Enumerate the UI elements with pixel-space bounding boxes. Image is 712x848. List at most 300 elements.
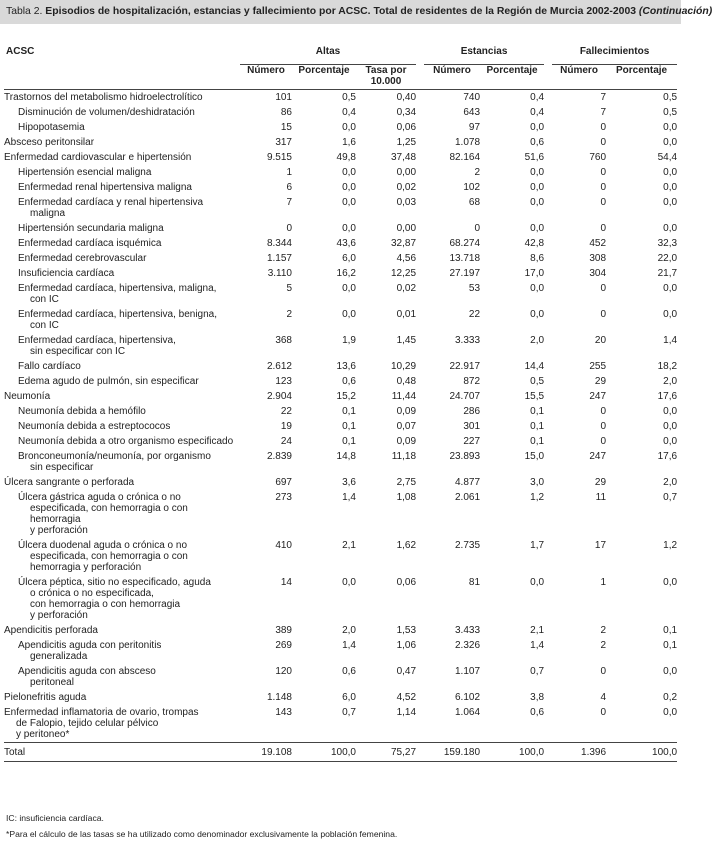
cell-fallecimientos-numero: 0 <box>600 223 607 234</box>
cell-estancias-numero: 1.078 <box>455 137 481 148</box>
row-label-line: Absceso peritonsilar <box>4 137 95 148</box>
cell-fallecimientos-porcentaje: 2,0 <box>663 477 678 488</box>
table-row <box>4 221 677 236</box>
cell-fallecimientos-porcentaje: 0,0 <box>663 309 678 320</box>
cell-fallecimientos-numero: 255 <box>589 361 607 372</box>
title-bar <box>0 0 712 24</box>
footnote-asterisk: *Para el cálculo de las tasas se ha utilizado como denominador exclusivamente la población femenina. <box>6 829 398 839</box>
cell-fallecimientos-numero: 4 <box>600 692 607 703</box>
cell-estancias-numero: 6.102 <box>455 692 481 703</box>
row-label-continuation: o crónica o no especificada, <box>30 588 154 599</box>
cell-fallecimientos-numero: 308 <box>589 253 607 264</box>
cell-fallecimientos-porcentaje: 100,0 <box>606 743 677 762</box>
table-row <box>4 307 677 333</box>
cell-fallecimientos-porcentaje: 0,0 <box>663 197 678 208</box>
row-label <box>4 266 240 281</box>
row-label <box>4 333 240 359</box>
row-label-line: Neumonía <box>4 391 51 402</box>
table-row <box>4 236 677 251</box>
cell-fallecimientos-numero: 0 <box>600 283 607 294</box>
row-label-continuation: maligna <box>30 208 66 219</box>
row-label <box>4 623 240 638</box>
cell-altas-numero: 120 <box>275 666 292 677</box>
row-label <box>4 281 240 307</box>
cell-estancias-numero: 286 <box>463 406 481 417</box>
row-label <box>4 236 240 251</box>
table-title-note: (Continuación) <box>638 6 712 17</box>
row-label-continuation: generalizada <box>30 651 88 662</box>
cell-altas-numero: 143 <box>275 707 292 718</box>
row-label-continuation: con IC <box>30 320 59 331</box>
cell-estancias-porcentaje: 0,5 <box>530 376 545 387</box>
table-row <box>4 705 677 743</box>
cell-altas-porcentaje: 13,6 <box>336 361 356 372</box>
cell-fallecimientos-porcentaje: 0,0 <box>663 167 678 178</box>
row-label-line: Enfermedad cardíaca isquémica <box>18 238 162 249</box>
cell-altas-porcentaje: 0,1 <box>342 436 356 447</box>
row-label-line: Úlcera sangrante o perforada <box>4 477 135 488</box>
cell-altas-porcentaje: 0,7 <box>342 707 356 718</box>
cell-altas-numero: 15 <box>280 122 292 133</box>
cell-fallecimientos-numero: 452 <box>589 238 607 249</box>
cell-altas-tasa: 32,87 <box>391 238 417 249</box>
cell-fallecimientos-porcentaje: 21,7 <box>657 268 678 279</box>
cell-fallecimientos-numero: 0 <box>600 406 607 417</box>
cell-fallecimientos-numero: 0 <box>600 197 607 208</box>
row-label <box>4 538 240 575</box>
table-row <box>4 105 677 120</box>
cell-estancias-numero: 24.707 <box>449 391 481 402</box>
cell-fallecimientos-numero: 1.396 <box>552 743 606 762</box>
table-row <box>4 180 677 195</box>
cell-fallecimientos-porcentaje: 54,4 <box>657 152 678 163</box>
cell-fallecimientos-porcentaje: 0,0 <box>663 182 678 193</box>
cell-altas-tasa: 1,06 <box>396 640 417 651</box>
cell-altas-tasa: 1,08 <box>396 492 417 503</box>
row-label-line: Pielonefritis aguda <box>4 692 87 703</box>
cell-altas-numero: 123 <box>275 376 292 387</box>
cell-estancias-numero: 3.333 <box>455 335 481 346</box>
cell-estancias-porcentaje: 1,2 <box>530 492 545 503</box>
cell-altas-porcentaje: 100,0 <box>292 743 356 762</box>
cell-estancias-numero: 1.064 <box>455 707 481 718</box>
cell-altas-tasa: 0,03 <box>396 197 417 208</box>
cell-fallecimientos-porcentaje: 0,0 <box>663 436 678 447</box>
cell-altas-numero: 8.344 <box>266 238 292 249</box>
cell-altas-numero: 9.515 <box>266 152 292 163</box>
row-label <box>4 419 240 434</box>
cell-estancias-numero: 23.893 <box>449 451 481 462</box>
cell-estancias-numero: 22 <box>468 309 481 320</box>
cell-altas-tasa: 0,01 <box>396 309 417 320</box>
row-label <box>4 120 240 135</box>
cell-altas-tasa: 0,02 <box>396 283 417 294</box>
row-label-continuation: especificada, con hemorragia o con <box>30 551 188 562</box>
cell-estancias-numero: 301 <box>463 421 481 432</box>
cell-estancias-numero: 2.326 <box>455 640 481 651</box>
row-label-continuation: de Falopio, tejido celular pélvico <box>16 718 159 729</box>
cell-altas-tasa: 0,40 <box>396 92 417 103</box>
cell-estancias-numero: 97 <box>468 122 481 133</box>
cell-fallecimientos-porcentaje: 0,0 <box>663 283 678 294</box>
cell-fallecimientos-numero: 0 <box>600 182 607 193</box>
cell-fallecimientos-porcentaje: 0,1 <box>663 625 678 636</box>
cell-estancias-porcentaje: 0,0 <box>530 122 545 133</box>
row-label-continuation: y perforación <box>30 525 88 536</box>
header-altas: Altas <box>240 46 416 65</box>
cell-altas-numero: 14 <box>280 577 292 588</box>
row-label-line: Bronconeumonía/neumonía, por organismo <box>18 451 211 462</box>
cell-fallecimientos-numero: 247 <box>589 451 607 462</box>
row-label <box>4 221 240 236</box>
cell-estancias-porcentaje: 42,8 <box>524 238 545 249</box>
cell-altas-tasa: 37,48 <box>391 152 417 163</box>
cell-fallecimientos-numero: 7 <box>600 92 607 103</box>
cell-estancias-numero: 22.917 <box>449 361 481 372</box>
cell-fallecimientos-porcentaje: 0,7 <box>663 492 678 503</box>
table-row <box>4 359 677 374</box>
row-label <box>4 690 240 705</box>
cell-fallecimientos-porcentaje: 0,0 <box>663 421 678 432</box>
row-label <box>4 359 240 374</box>
table-row <box>4 165 677 180</box>
cell-altas-porcentaje: 6,0 <box>342 692 356 703</box>
cell-fallecimientos-numero: 1 <box>600 577 607 588</box>
row-label <box>4 150 240 165</box>
cell-fallecimientos-numero: 29 <box>594 477 607 488</box>
cell-altas-numero: 1 <box>286 167 292 178</box>
cell-estancias-porcentaje: 15,0 <box>524 451 545 462</box>
row-label <box>4 90 240 106</box>
cell-estancias-porcentaje: 14,4 <box>524 361 545 372</box>
cell-fallecimientos-porcentaje: 32,3 <box>657 238 678 249</box>
row-label-line: Úlcera gástrica aguda o crónica o no <box>18 492 181 503</box>
cell-altas-porcentaje: 49,8 <box>336 152 356 163</box>
row-label <box>4 195 240 221</box>
table-row <box>4 490 677 538</box>
cell-altas-porcentaje: 0,0 <box>342 309 356 320</box>
cell-altas-tasa: 1,25 <box>396 137 417 148</box>
table-row <box>4 135 677 150</box>
cell-altas-tasa: 4,52 <box>396 692 417 703</box>
row-label-line: Disminución de volumen/deshidratación <box>18 107 195 118</box>
cell-altas-numero: 2.904 <box>266 391 292 402</box>
cell-fallecimientos-numero: 0 <box>600 707 607 718</box>
cell-altas-porcentaje: 3,6 <box>342 477 356 488</box>
cell-altas-porcentaje: 1,9 <box>342 335 356 346</box>
cell-fallecimientos-numero: 7 <box>600 107 607 118</box>
row-label-line: Enfermedad cardiovascular e hipertensión <box>4 152 192 163</box>
cell-fallecimientos-numero: 20 <box>594 335 607 346</box>
header-acsc: ACSC <box>6 46 35 57</box>
table-row <box>4 150 677 165</box>
cell-estancias-porcentaje: 17,0 <box>524 268 545 279</box>
row-label-continuation: con hemorragia o con hemorragia <box>30 599 181 610</box>
cell-estancias-numero: 643 <box>463 107 481 118</box>
cell-fallecimientos-numero: 0 <box>600 436 607 447</box>
cell-estancias-porcentaje: 0,1 <box>530 406 545 417</box>
cell-fallecimientos-numero: 304 <box>589 268 607 279</box>
cell-altas-numero: 1.148 <box>266 692 292 703</box>
cell-altas-tasa: 1,62 <box>396 540 417 551</box>
data-table <box>4 46 677 762</box>
cell-fallecimientos-porcentaje: 1,4 <box>663 335 678 346</box>
cell-altas-tasa: 0,09 <box>396 406 417 417</box>
cell-estancias-porcentaje: 0,6 <box>530 137 545 148</box>
table-row <box>4 251 677 266</box>
total-row <box>4 743 677 762</box>
cell-estancias-porcentaje: 0,0 <box>530 223 545 234</box>
table-row <box>4 195 677 221</box>
cell-fallecimientos-numero: 0 <box>600 137 607 148</box>
row-label-line: Neumonía debida a hemófilo <box>18 406 146 417</box>
cell-estancias-numero: 1.107 <box>455 666 481 677</box>
cell-estancias-porcentaje: 2,0 <box>530 335 545 346</box>
row-label <box>4 404 240 419</box>
cell-fallecimientos-numero: 17 <box>594 540 607 551</box>
cell-altas-numero: 6 <box>286 182 292 193</box>
cell-altas-porcentaje: 1,4 <box>342 492 356 503</box>
header-altas-porcentaje: Porcentaje <box>292 65 356 90</box>
cell-estancias-porcentaje: 2,1 <box>530 625 545 636</box>
cell-altas-porcentaje: 0,4 <box>342 107 356 118</box>
row-label-line: Fallo cardíaco <box>18 361 81 372</box>
table-row <box>4 419 677 434</box>
cell-altas-porcentaje: 0,6 <box>342 376 356 387</box>
cell-estancias-porcentaje: 0,0 <box>530 283 545 294</box>
cell-altas-tasa: 1,53 <box>396 625 417 636</box>
cell-estancias-numero: 3.433 <box>455 625 481 636</box>
row-label-continuation: y peritoneo* <box>16 729 70 740</box>
cell-estancias-porcentaje: 0,0 <box>530 167 545 178</box>
cell-altas-numero: 0 <box>286 223 292 234</box>
cell-altas-tasa: 11,18 <box>391 451 417 462</box>
cell-estancias-numero: 2.061 <box>455 492 481 503</box>
cell-estancias-porcentaje: 1,7 <box>530 540 545 551</box>
cell-altas-porcentaje: 0,0 <box>342 283 356 294</box>
row-label-line: Úlcera péptica, sitio no especificado, aguda <box>18 577 211 588</box>
cell-altas-tasa: 0,06 <box>396 577 417 588</box>
cell-altas-tasa: 1,14 <box>396 707 417 718</box>
cell-fallecimientos-porcentaje: 2,0 <box>663 376 678 387</box>
table-row <box>4 575 677 623</box>
cell-estancias-porcentaje: 1,4 <box>530 640 545 651</box>
table-row <box>4 638 677 664</box>
cell-altas-tasa: 0,07 <box>396 421 417 432</box>
cell-fallecimientos-porcentaje: 0,5 <box>663 92 678 103</box>
cell-altas-porcentaje: 16,2 <box>336 268 356 279</box>
cell-estancias-porcentaje: 3,8 <box>530 692 545 703</box>
row-label <box>4 251 240 266</box>
table-row <box>4 333 677 359</box>
cell-altas-numero: 1.157 <box>266 253 292 264</box>
cell-altas-porcentaje: 0,5 <box>342 92 356 103</box>
cell-altas-numero: 7 <box>286 197 292 208</box>
cell-estancias-porcentaje: 51,6 <box>524 152 545 163</box>
cell-altas-porcentaje: 0,6 <box>342 666 356 677</box>
cell-estancias-porcentaje: 0,0 <box>530 309 545 320</box>
table-row <box>4 281 677 307</box>
row-label <box>4 490 240 538</box>
row-label <box>4 475 240 490</box>
header-fallecimientos: Fallecimientos <box>552 46 677 65</box>
row-label-continuation: especificada, con hemorragia o con hemorragia <box>30 503 188 525</box>
cell-fallecimientos-porcentaje: 0,2 <box>663 692 678 703</box>
cell-altas-tasa: 4,56 <box>396 253 417 264</box>
cell-altas-porcentaje: 0,1 <box>342 421 356 432</box>
header-estancias: Estancias <box>424 46 544 65</box>
cell-altas-numero: 269 <box>275 640 292 651</box>
cell-altas-numero: 3.110 <box>267 268 292 279</box>
cell-fallecimientos-porcentaje: 0,1 <box>663 640 678 651</box>
row-label-line: Insuficiencia cardíaca <box>18 268 115 279</box>
row-label-line: Apendicitis aguda con peritonitis <box>18 640 162 651</box>
row-label-line: Enfermedad cardíaca y renal hipertensiva <box>18 197 204 208</box>
cell-estancias-numero: 68.274 <box>449 238 481 249</box>
cell-altas-porcentaje: 1,4 <box>342 640 356 651</box>
cell-estancias-numero: 0 <box>474 223 481 234</box>
cell-estancias-numero: 159.180 <box>424 743 480 762</box>
cell-estancias-numero: 740 <box>463 92 481 103</box>
row-label <box>4 389 240 404</box>
cell-altas-porcentaje: 6,0 <box>342 253 356 264</box>
row-label-line: Úlcera duodenal aguda o crónica o no <box>18 540 188 551</box>
row-label-line: Enfermedad renal hipertensiva maligna <box>18 182 192 193</box>
cell-fallecimientos-porcentaje: 17,6 <box>657 391 678 402</box>
cell-altas-porcentaje: 2,0 <box>342 625 356 636</box>
cell-altas-numero: 410 <box>275 540 292 551</box>
table-row <box>4 538 677 575</box>
cell-altas-porcentaje: 15,2 <box>336 391 356 402</box>
row-label-line: Apendicitis perforada <box>4 625 98 636</box>
row-label-continuation: sin especificar <box>30 462 94 473</box>
cell-fallecimientos-numero: 0 <box>600 309 607 320</box>
row-label-line: Enfermedad cardíaca, hipertensiva, benigna, <box>18 309 218 320</box>
cell-fallecimientos-porcentaje: 0,0 <box>663 223 678 234</box>
cell-fallecimientos-porcentaje: 22,0 <box>657 253 678 264</box>
cell-estancias-porcentaje: 0,4 <box>530 92 545 103</box>
cell-altas-numero: 2 <box>286 309 292 320</box>
cell-estancias-numero: 82.164 <box>449 152 481 163</box>
cell-altas-porcentaje: 0,1 <box>342 406 356 417</box>
row-label-continuation: con IC <box>30 294 59 305</box>
cell-altas-tasa: 12,25 <box>391 268 417 279</box>
cell-estancias-porcentaje: 3,0 <box>530 477 545 488</box>
row-label <box>4 434 240 449</box>
cell-altas-porcentaje: 0,0 <box>342 197 356 208</box>
cell-estancias-numero: 13.718 <box>449 253 481 264</box>
row-label <box>4 575 240 623</box>
cell-estancias-porcentaje: 15,5 <box>524 391 545 402</box>
cell-fallecimientos-numero: 2 <box>600 625 607 636</box>
row-label-line: Enfermedad inflamatoria de ovario, trompas <box>4 707 199 718</box>
cell-fallecimientos-porcentaje: 0,0 <box>663 577 678 588</box>
cell-altas-tasa: 0,00 <box>396 167 417 178</box>
table-row <box>4 690 677 705</box>
cell-altas-tasa: 2,75 <box>396 477 417 488</box>
cell-altas-tasa: 10,29 <box>391 361 417 372</box>
header-altas-numero: Número <box>240 65 292 90</box>
cell-altas-numero: 22 <box>280 406 292 417</box>
cell-altas-porcentaje: 0,0 <box>342 577 356 588</box>
header-estancias-numero: Número <box>424 65 480 90</box>
row-label-line: Apendicitis aguda con absceso <box>18 666 156 677</box>
footnote-ic: IC: insuficiencia cardíaca. <box>6 813 104 823</box>
cell-fallecimientos-porcentaje: 0,0 <box>663 406 678 417</box>
cell-estancias-porcentaje: 0,6 <box>530 707 545 718</box>
cell-fallecimientos-numero: 0 <box>600 421 607 432</box>
cell-altas-numero: 368 <box>275 335 292 346</box>
cell-fallecimientos-numero: 760 <box>589 152 607 163</box>
table-row <box>4 623 677 638</box>
cell-estancias-porcentaje: 0,1 <box>530 436 545 447</box>
cell-fallecimientos-numero: 11 <box>595 492 607 503</box>
cell-estancias-numero: 2 <box>474 167 481 178</box>
cell-estancias-numero: 4.877 <box>455 477 481 488</box>
row-label-line: Neumonía debida a estreptococos <box>18 421 171 432</box>
row-label-line: Trastornos del metabolismo hidroelectrolítico <box>4 92 203 103</box>
cell-estancias-numero: 2.735 <box>455 540 481 551</box>
cell-estancias-porcentaje: 100,0 <box>480 743 544 762</box>
cell-fallecimientos-porcentaje: 0,0 <box>663 666 678 677</box>
row-label <box>4 105 240 120</box>
cell-estancias-porcentaje: 0,0 <box>530 182 545 193</box>
table-row <box>4 664 677 690</box>
cell-altas-numero: 2.839 <box>266 451 292 462</box>
cell-estancias-numero: 81 <box>468 577 481 588</box>
cell-altas-numero: 317 <box>275 137 292 148</box>
cell-estancias-numero: 53 <box>468 283 481 294</box>
cell-fallecimientos-porcentaje: 0,0 <box>663 122 678 133</box>
cell-fallecimientos-numero: 0 <box>600 666 607 677</box>
cell-estancias-porcentaje: 0,1 <box>530 421 545 432</box>
cell-altas-porcentaje: 0,0 <box>342 167 356 178</box>
cell-altas-porcentaje: 43,6 <box>336 238 356 249</box>
cell-fallecimientos-porcentaje: 1,2 <box>663 540 678 551</box>
cell-altas-numero: 86 <box>280 107 292 118</box>
cell-altas-tasa: 1,45 <box>396 335 417 346</box>
row-label <box>4 135 240 150</box>
cell-altas-numero: 2.612 <box>266 361 292 372</box>
cell-altas-numero: 19.108 <box>240 743 292 762</box>
cell-fallecimientos-numero: 247 <box>589 391 607 402</box>
table-row <box>4 434 677 449</box>
table-row <box>4 90 677 106</box>
cell-altas-tasa: 0,47 <box>396 666 417 677</box>
row-label-line: Hipertensión esencial maligna <box>18 167 152 178</box>
row-label-line: Enfermedad cardíaca, hipertensiva, <box>18 335 176 346</box>
cell-estancias-numero: 68 <box>468 197 481 208</box>
cell-altas-porcentaje: 0,0 <box>342 122 356 133</box>
header-fallecimientos-numero: Número <box>552 65 606 90</box>
cell-fallecimientos-porcentaje: 18,2 <box>657 361 678 372</box>
row-label-line: Neumonía debida a otro organismo especificado <box>18 436 234 447</box>
cell-estancias-numero: 102 <box>463 182 481 193</box>
cell-altas-porcentaje: 2,1 <box>342 540 356 551</box>
table-title <box>6 6 712 18</box>
cell-altas-numero: 5 <box>286 283 292 294</box>
cell-altas-tasa: 75,27 <box>356 743 416 762</box>
cell-altas-tasa: 11,44 <box>391 391 417 402</box>
cell-fallecimientos-numero: 29 <box>594 376 607 387</box>
table-row <box>4 475 677 490</box>
table-row <box>4 374 677 389</box>
cell-fallecimientos-numero: 0 <box>600 167 607 178</box>
table-row <box>4 120 677 135</box>
cell-altas-tasa: 0,48 <box>396 376 417 387</box>
row-label <box>4 165 240 180</box>
row-label-line: Hipertensión secundaria maligna <box>18 223 164 234</box>
